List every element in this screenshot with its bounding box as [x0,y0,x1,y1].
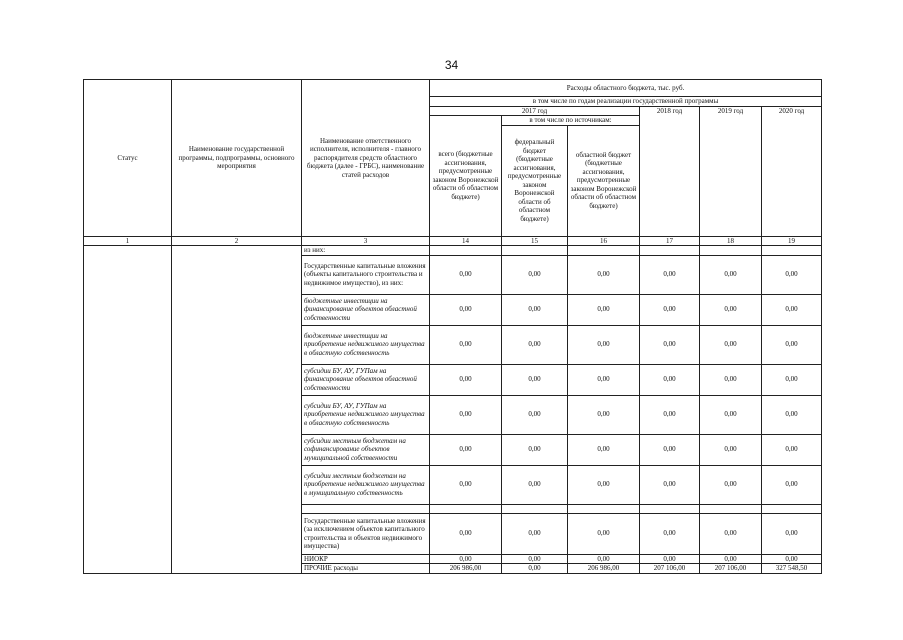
value-cell: 0,00 [762,255,822,294]
row-label: Государственные капитальные вложения (объекты капитального строительства и недвижимое имущество), из них: [302,255,430,294]
column-number: 17 [640,236,700,246]
value-cell: 0,00 [700,434,762,465]
value-cell: 0,00 [568,513,640,554]
value-cell: 0,00 [568,325,640,364]
header-year-2017: 2017 год [430,106,640,116]
value-cell: 0,00 [502,465,568,504]
value-cell: 0,00 [430,255,502,294]
value-cell: 0,00 [640,364,700,395]
program-cell [172,246,302,574]
row-label: из них: [302,246,430,256]
value-cell [430,504,502,513]
row-label: бюджетные инвестиции на финансирование объектов областной собственности [302,294,430,325]
value-cell [700,504,762,513]
value-cell: 0,00 [568,255,640,294]
value-cell: 0,00 [430,513,502,554]
table-row [84,246,822,256]
row-label: ПРОЧИЕ расходы [302,564,430,574]
value-cell: 0,00 [502,364,568,395]
value-cell: 0,00 [700,325,762,364]
value-cell: 0,00 [502,255,568,294]
value-cell [640,504,700,513]
value-cell: 0,00 [640,513,700,554]
value-cell: 0,00 [568,434,640,465]
value-cell: 0,00 [502,395,568,434]
header-row-1 [84,80,822,97]
budget-table [83,79,822,574]
value-cell: 0,00 [762,513,822,554]
value-cell: 0,00 [430,364,502,395]
value-cell: 0,00 [700,294,762,325]
value-cell: 0,00 [640,395,700,434]
status-cell [84,246,172,574]
column-number: 15 [502,236,568,246]
header-year-2019: 2019 год [700,106,762,236]
value-cell: 0,00 [502,513,568,554]
value-cell [502,246,568,256]
value-cell: 0,00 [568,294,640,325]
value-cell: 0,00 [700,513,762,554]
header-year-2018: 2018 год [640,106,700,236]
value-cell: 206 986,00 [430,564,502,574]
value-cell: 0,00 [640,465,700,504]
value-cell: 0,00 [762,554,822,564]
value-cell: 0,00 [700,395,762,434]
value-cell: 0,00 [430,325,502,364]
value-cell: 0,00 [430,434,502,465]
value-cell: 0,00 [640,325,700,364]
value-cell: 0,00 [640,554,700,564]
value-cell: 0,00 [640,294,700,325]
row-label: субсидии местным бюджетам на софинансирование объектов муниципальной собственности [302,434,430,465]
row-label: субсидии БУ, АУ, ГУПам на приобретение недвижимого имущества в областную собственность [302,395,430,434]
value-cell: 0,00 [430,554,502,564]
row-label: субсидии местным бюджетам на приобретение недвижимого имущества в муниципальную собственность [302,465,430,504]
value-cell [502,504,568,513]
header-executor: Наименование ответственного исполнителя, исполнителя - главного распорядителя средств областного бюджета (далее - ГРБС), наименование статей расходов [302,80,430,237]
value-cell: 207 106,00 [640,564,700,574]
value-cell: 0,00 [502,564,568,574]
row-label: Государственные капитальные вложения (за исключением объектов капитального строительства и объектов недвижимого имущества) [302,513,430,554]
header-total: всего (бюджетные ассигнования, предусмотренные законом Воронежской области об областном бюджете) [430,116,502,237]
value-cell: 0,00 [502,434,568,465]
value-cell: 206 986,00 [568,564,640,574]
column-number: 19 [762,236,822,246]
value-cell: 0,00 [762,395,822,434]
value-cell [762,504,822,513]
value-cell: 0,00 [430,465,502,504]
header-budget-title: Расходы областного бюджета, тыс. руб. [430,80,822,97]
value-cell [430,246,502,256]
value-cell: 0,00 [502,294,568,325]
value-cell: 0,00 [700,255,762,294]
value-cell: 0,00 [640,434,700,465]
value-cell: 0,00 [568,465,640,504]
value-cell: 0,00 [502,554,568,564]
value-cell: 207 106,00 [700,564,762,574]
column-number: 3 [302,236,430,246]
row-label: НИОКР [302,554,430,564]
header-program: Наименование государственной программы, подпрограммы, основного мероприятия [172,80,302,237]
value-cell [568,246,640,256]
value-cell [762,246,822,256]
header-year-2020: 2020 год [762,106,822,236]
value-cell [568,504,640,513]
value-cell: 0,00 [762,325,822,364]
column-number: 16 [568,236,640,246]
value-cell: 0,00 [640,255,700,294]
value-cell: 0,00 [430,294,502,325]
value-cell: 0,00 [568,364,640,395]
value-cell: 0,00 [568,395,640,434]
header-regional: областной бюджет (бюджетные ассигнования, предусмотренные законом Воронежской области об областном бюджете) [568,125,640,236]
column-number: 1 [84,236,172,246]
header-status: Статус [84,80,172,237]
header-by-years: в том числе по годам реализации государственной программы [430,97,822,107]
page-number: 34 [444,58,459,72]
value-cell: 0,00 [762,434,822,465]
value-cell: 327 548,50 [762,564,822,574]
value-cell: 0,00 [568,554,640,564]
value-cell [640,246,700,256]
value-cell: 0,00 [700,554,762,564]
row-label [302,504,430,513]
value-cell: 0,00 [502,325,568,364]
value-cell [700,246,762,256]
value-cell: 0,00 [762,465,822,504]
column-number: 18 [700,236,762,246]
value-cell: 0,00 [700,465,762,504]
row-label: бюджетные инвестиции на приобретение недвижимого имущества в областную собственность [302,325,430,364]
header-federal: федеральный бюджет (бюджетные ассигнования, предусмотренные законом Воронежской области об областном бюджете) [502,125,568,236]
value-cell: 0,00 [430,395,502,434]
column-number: 14 [430,236,502,246]
value-cell: 0,00 [762,364,822,395]
value-cell: 0,00 [700,364,762,395]
row-label: субсидии БУ, АУ, ГУПам на финансирование объектов областной собственности [302,364,430,395]
column-number: 2 [172,236,302,246]
column-numbers-row [84,236,822,246]
header-by-sources: в том числе по источникам: [502,116,640,126]
value-cell: 0,00 [762,294,822,325]
